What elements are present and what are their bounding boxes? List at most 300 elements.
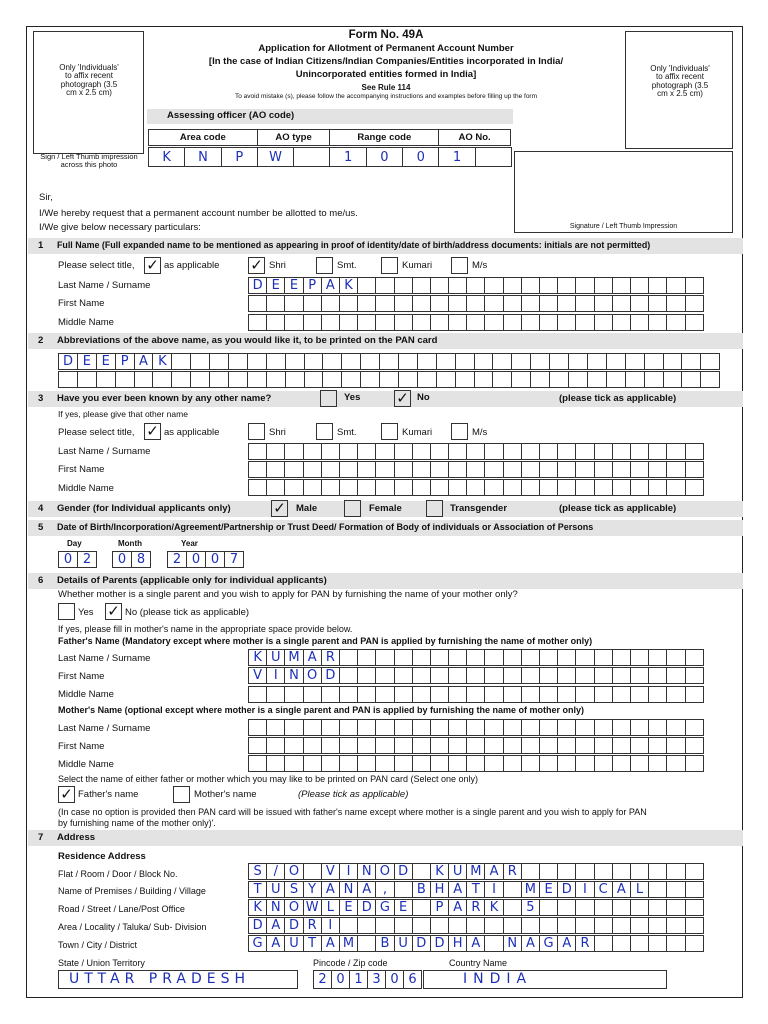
char-cell[interactable]: K [431,864,449,880]
char-cell[interactable] [522,650,540,666]
char-cell[interactable] [191,372,210,388]
father-middle-grid[interactable] [248,686,704,703]
char-cell[interactable] [522,687,540,703]
char-cell[interactable]: A [449,900,467,916]
char-cell[interactable] [361,354,380,370]
char-cell[interactable] [558,918,576,934]
char-cell[interactable] [576,462,594,478]
char-cell[interactable] [631,864,649,880]
char-cell[interactable]: E [395,900,413,916]
char-cell[interactable]: D [358,900,376,916]
char-cell[interactable] [322,444,340,460]
char-cell[interactable]: 5 [522,900,540,916]
char-cell[interactable] [664,372,683,388]
char-cell[interactable]: W [258,148,294,167]
char-cell[interactable] [576,315,594,331]
abbreviation-grid-1[interactable] [58,353,720,370]
char-cell[interactable] [376,278,394,294]
char-cell[interactable]: H [449,936,467,952]
char-cell[interactable] [504,918,522,934]
char-cell[interactable] [522,738,540,754]
char-cell[interactable] [701,354,720,370]
char-cell[interactable] [631,738,649,754]
char-cell[interactable]: A [267,918,285,934]
char-cell[interactable] [613,900,631,916]
char-cell[interactable] [686,687,704,703]
char-cell[interactable] [569,372,588,388]
char-cell[interactable] [449,444,467,460]
char-cell[interactable] [449,480,467,496]
first-name-grid[interactable] [248,295,704,312]
char-cell[interactable] [304,315,322,331]
char-cell[interactable]: M [340,936,358,952]
char-cell[interactable] [595,296,613,312]
char-cell[interactable] [286,372,305,388]
char-cell[interactable] [613,315,631,331]
char-cell[interactable] [437,372,456,388]
char-cell[interactable]: 3 [368,971,386,989]
char-cell[interactable] [467,480,485,496]
char-cell[interactable] [686,756,704,772]
char-cell[interactable] [467,278,485,294]
char-cell[interactable]: P [116,354,135,370]
char-cell[interactable] [267,756,285,772]
char-cell[interactable] [376,315,394,331]
char-cell[interactable] [413,315,431,331]
char-cell[interactable] [323,354,342,370]
char-cell[interactable] [540,278,558,294]
char-cell[interactable] [467,296,485,312]
title-kumari-box[interactable] [381,423,398,440]
char-cell[interactable]: W [304,900,322,916]
char-cell[interactable] [78,372,97,388]
char-cell[interactable]: O [285,900,303,916]
char-cell[interactable] [649,936,667,952]
char-cell[interactable] [558,444,576,460]
char-cell[interactable] [437,354,456,370]
char-cell[interactable] [342,354,361,370]
char-cell[interactable] [576,650,594,666]
last-name-grid[interactable] [248,277,704,294]
char-cell[interactable] [249,687,267,703]
char-cell[interactable]: N [285,668,303,684]
char-cell[interactable] [558,900,576,916]
char-cell[interactable] [358,918,376,934]
char-cell[interactable] [358,315,376,331]
char-cell[interactable]: R [322,650,340,666]
char-cell[interactable]: S [285,882,303,898]
title-shri-box[interactable] [248,423,265,440]
char-cell[interactable] [322,756,340,772]
char-cell[interactable] [376,462,394,478]
char-cell[interactable]: R [576,936,594,952]
char-cell[interactable]: 0 [403,148,439,167]
char-cell[interactable] [667,480,685,496]
char-cell[interactable] [667,918,685,934]
char-cell[interactable] [504,687,522,703]
char-cell[interactable] [485,315,503,331]
mother-first-grid[interactable] [248,737,704,754]
char-cell[interactable] [340,668,358,684]
char-cell[interactable]: P [431,900,449,916]
char-cell[interactable] [467,687,485,703]
char-cell[interactable] [413,462,431,478]
char-cell[interactable] [569,354,588,370]
char-cell[interactable] [649,882,667,898]
char-cell[interactable] [413,444,431,460]
address-area-grid[interactable] [248,917,704,934]
char-cell[interactable] [540,738,558,754]
char-cell[interactable] [631,936,649,952]
char-cell[interactable]: B [413,882,431,898]
char-cell[interactable] [304,462,322,478]
char-cell[interactable] [686,936,704,952]
char-cell[interactable]: D [322,668,340,684]
char-cell[interactable] [431,444,449,460]
char-cell[interactable] [267,480,285,496]
char-cell[interactable] [631,668,649,684]
char-cell[interactable] [467,650,485,666]
char-cell[interactable]: D [395,864,413,880]
char-cell[interactable] [649,315,667,331]
char-cell[interactable] [631,462,649,478]
char-cell[interactable] [522,315,540,331]
char-cell[interactable] [631,650,649,666]
char-cell[interactable]: A [304,650,322,666]
char-cell[interactable]: A [322,278,340,294]
char-cell[interactable] [667,936,685,952]
char-cell[interactable] [649,480,667,496]
char-cell[interactable]: G [249,936,267,952]
char-cell[interactable] [667,278,685,294]
char-cell[interactable] [504,444,522,460]
char-cell[interactable] [340,720,358,736]
char-cell[interactable]: 0 [386,971,404,989]
char-cell[interactable]: 2 [314,971,332,989]
char-cell[interactable] [358,444,376,460]
char-cell[interactable] [286,354,305,370]
char-cell[interactable] [558,668,576,684]
char-cell[interactable] [395,278,413,294]
char-cell[interactable] [649,444,667,460]
char-cell[interactable] [576,756,594,772]
char-cell[interactable] [576,864,594,880]
char-cell[interactable] [576,738,594,754]
char-cell[interactable]: 0 [59,552,78,568]
char-cell[interactable] [613,650,631,666]
char-cell[interactable] [686,738,704,754]
char-cell[interactable] [649,720,667,736]
char-cell[interactable]: S [249,864,267,880]
char-cell[interactable] [249,296,267,312]
char-cell[interactable] [304,864,322,880]
char-cell[interactable] [395,296,413,312]
char-cell[interactable] [431,668,449,684]
char-cell[interactable] [504,315,522,331]
char-cell[interactable] [504,650,522,666]
pincode-grid[interactable] [313,970,422,989]
char-cell[interactable] [59,372,78,388]
char-cell[interactable] [340,918,358,934]
char-cell[interactable] [97,372,116,388]
char-cell[interactable] [249,480,267,496]
char-cell[interactable] [595,864,613,880]
char-cell[interactable] [449,738,467,754]
char-cell[interactable]: 0 [206,552,225,568]
char-cell[interactable] [267,720,285,736]
char-cell[interactable] [395,882,413,898]
char-cell[interactable] [485,278,503,294]
char-cell[interactable] [340,315,358,331]
address-town-grid[interactable] [248,935,704,952]
char-cell[interactable] [686,480,704,496]
char-cell[interactable]: A [449,882,467,898]
char-cell[interactable] [304,480,322,496]
char-cell[interactable] [431,296,449,312]
char-cell[interactable] [504,296,522,312]
char-cell[interactable] [522,918,540,934]
char-cell[interactable] [667,668,685,684]
char-cell[interactable] [649,687,667,703]
char-cell[interactable] [475,372,494,388]
char-cell[interactable] [135,372,154,388]
char-cell[interactable]: N [504,936,522,952]
char-cell[interactable]: 1 [330,148,366,167]
char-cell[interactable] [558,650,576,666]
father-first-grid[interactable] [248,667,704,684]
char-cell[interactable]: O [304,668,322,684]
char-cell[interactable]: D [59,354,78,370]
mother-middle-grid[interactable] [248,755,704,772]
char-cell[interactable] [485,738,503,754]
char-cell[interactable] [485,687,503,703]
char-cell[interactable] [550,372,569,388]
char-cell[interactable] [540,687,558,703]
char-cell[interactable]: A [558,936,576,952]
title-shri-box[interactable]: ✓ [248,257,265,274]
char-cell[interactable] [631,900,649,916]
char-cell[interactable] [493,372,512,388]
char-cell[interactable] [558,864,576,880]
char-cell[interactable] [358,720,376,736]
char-cell[interactable] [376,720,394,736]
char-cell[interactable]: K [153,354,172,370]
char-cell[interactable] [413,296,431,312]
char-cell[interactable]: A [267,936,285,952]
char-cell[interactable] [467,462,485,478]
char-cell[interactable] [631,296,649,312]
char-cell[interactable] [449,687,467,703]
char-cell[interactable] [595,480,613,496]
char-cell[interactable] [667,462,685,478]
char-cell[interactable] [595,315,613,331]
char-cell[interactable] [358,650,376,666]
char-cell[interactable] [485,936,503,952]
char-cell[interactable] [267,738,285,754]
char-cell[interactable] [431,480,449,496]
char-cell[interactable] [485,444,503,460]
single-parent-yes-box[interactable] [58,603,75,620]
char-cell[interactable]: L [322,900,340,916]
char-cell[interactable] [649,756,667,772]
char-cell[interactable]: B [376,936,394,952]
char-cell[interactable] [395,720,413,736]
char-cell[interactable] [304,444,322,460]
char-cell[interactable] [558,462,576,478]
char-cell[interactable]: D [285,918,303,934]
char-cell[interactable] [540,756,558,772]
ao-code-grid[interactable] [148,147,512,167]
char-cell[interactable] [595,720,613,736]
char-cell[interactable] [449,278,467,294]
char-cell[interactable] [431,278,449,294]
char-cell[interactable] [522,278,540,294]
country-field[interactable] [423,970,667,989]
char-cell[interactable] [413,668,431,684]
char-cell[interactable] [376,444,394,460]
address-flat-grid[interactable] [248,863,704,880]
char-cell[interactable] [558,687,576,703]
char-cell[interactable] [304,738,322,754]
char-cell[interactable] [431,720,449,736]
char-cell[interactable] [249,738,267,754]
char-cell[interactable] [686,668,704,684]
char-cell[interactable] [595,650,613,666]
char-cell[interactable] [358,687,376,703]
char-cell[interactable] [267,444,285,460]
char-cell[interactable] [340,444,358,460]
char-cell[interactable] [667,296,685,312]
char-cell[interactable]: I [340,864,358,880]
char-cell[interactable] [267,687,285,703]
char-cell[interactable]: A [322,882,340,898]
char-cell[interactable]: 0 [113,552,132,568]
char-cell[interactable] [531,372,550,388]
char-cell[interactable] [613,687,631,703]
char-cell[interactable] [686,444,704,460]
char-cell[interactable]: A [135,354,154,370]
char-cell[interactable]: I [322,918,340,934]
char-cell[interactable]: C [595,882,613,898]
char-cell[interactable] [649,668,667,684]
char-cell[interactable] [248,372,267,388]
char-cell[interactable] [558,720,576,736]
char-cell[interactable] [322,296,340,312]
char-cell[interactable] [285,738,303,754]
char-cell[interactable] [631,315,649,331]
char-cell[interactable]: 2 [168,552,187,568]
char-cell[interactable] [540,480,558,496]
char-cell[interactable] [540,918,558,934]
char-cell[interactable] [399,372,418,388]
char-cell[interactable] [485,650,503,666]
char-cell[interactable] [305,372,324,388]
char-cell[interactable] [540,720,558,736]
char-cell[interactable] [395,668,413,684]
char-cell[interactable] [467,720,485,736]
char-cell[interactable] [340,650,358,666]
char-cell[interactable]: T [249,882,267,898]
char-cell[interactable] [285,444,303,460]
char-cell[interactable] [449,315,467,331]
char-cell[interactable] [456,354,475,370]
char-cell[interactable] [485,720,503,736]
char-cell[interactable]: U [267,650,285,666]
char-cell[interactable] [413,864,431,880]
char-cell[interactable] [431,650,449,666]
char-cell[interactable] [413,738,431,754]
char-cell[interactable] [504,462,522,478]
char-cell[interactable] [558,315,576,331]
char-cell[interactable] [595,756,613,772]
char-cell[interactable] [413,480,431,496]
char-cell[interactable] [304,756,322,772]
char-cell[interactable]: / [267,864,285,880]
char-cell[interactable] [304,720,322,736]
char-cell[interactable] [686,864,704,880]
char-cell[interactable]: D [413,936,431,952]
char-cell[interactable] [522,720,540,736]
char-cell[interactable]: I [267,668,285,684]
char-cell[interactable]: U [285,936,303,952]
char-cell[interactable] [667,738,685,754]
char-cell[interactable] [485,296,503,312]
char-cell[interactable] [376,687,394,703]
char-cell[interactable] [558,738,576,754]
char-cell[interactable] [358,462,376,478]
char-cell[interactable] [267,462,285,478]
char-cell[interactable] [664,354,683,370]
char-cell[interactable] [340,738,358,754]
char-cell[interactable] [667,650,685,666]
char-cell[interactable] [210,354,229,370]
char-cell[interactable]: A [467,936,485,952]
char-cell[interactable] [686,462,704,478]
char-cell[interactable] [249,756,267,772]
char-cell[interactable]: A [358,882,376,898]
char-cell[interactable] [322,738,340,754]
char-cell[interactable] [686,720,704,736]
char-cell[interactable] [413,900,431,916]
char-cell[interactable] [522,480,540,496]
char-cell[interactable] [322,315,340,331]
char-cell[interactable] [285,756,303,772]
char-cell[interactable]: , [376,882,394,898]
char-cell[interactable] [395,738,413,754]
char-cell[interactable]: A [485,864,503,880]
char-cell[interactable] [395,444,413,460]
char-cell[interactable]: Y [304,882,322,898]
char-cell[interactable] [285,480,303,496]
char-cell[interactable] [631,756,649,772]
char-cell[interactable]: K [485,900,503,916]
char-cell[interactable]: M [522,882,540,898]
char-cell[interactable] [380,354,399,370]
char-cell[interactable] [358,936,376,952]
char-cell[interactable]: N [185,148,221,167]
char-cell[interactable] [323,372,342,388]
char-cell[interactable] [449,668,467,684]
char-cell[interactable]: A [613,882,631,898]
char-cell[interactable]: E [97,354,116,370]
char-cell[interactable] [682,354,701,370]
char-cell[interactable] [395,756,413,772]
char-cell[interactable] [361,372,380,388]
char-cell[interactable] [504,480,522,496]
char-cell[interactable] [504,720,522,736]
char-cell[interactable] [595,278,613,294]
char-cell[interactable] [504,900,522,916]
